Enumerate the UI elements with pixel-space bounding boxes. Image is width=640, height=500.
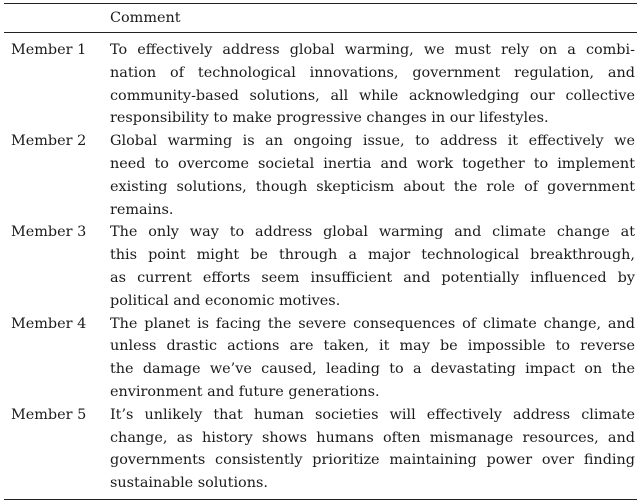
comment-line: It’s unlikely that human societies will effectively address climate xyxy=(110,406,635,423)
comment-line: the damage we’ve caused, leading to a devastating impact on the xyxy=(110,361,635,378)
comment-line: as current efforts seem insufficient and potentially influenced by xyxy=(110,269,635,286)
member-comment xyxy=(110,221,635,312)
comment-line: change, as history shows humans often mismanage resources, and xyxy=(110,429,635,446)
member-comment xyxy=(110,39,635,130)
table-row-member-1 xyxy=(4,39,637,130)
member-label: Member 2 xyxy=(11,133,87,150)
comment-line: governments consistently prioritize maintaining power over finding xyxy=(110,452,635,469)
member-comment xyxy=(110,404,635,495)
table-header-row xyxy=(4,4,637,32)
comment-line: this point might be through a major technological breakthrough, xyxy=(110,247,635,264)
comment-line: environment and future generations. xyxy=(110,383,380,400)
comment-line: need to overcome societal inertia and work together to implement xyxy=(110,155,635,172)
comment-line: responsibility to make progressive changes in our lifestyles. xyxy=(110,110,549,127)
table-body xyxy=(4,33,637,499)
comment-line: The planet is facing the severe consequences of climate change, and xyxy=(110,315,635,332)
member-label: Member 4 xyxy=(11,315,87,332)
member-label: Member 1 xyxy=(11,42,87,58)
comment-column-header: Comment xyxy=(110,10,181,26)
member-comment xyxy=(110,313,635,404)
comment-line: community-based solutions, all while acknowledging our collective xyxy=(110,87,635,104)
comment-line: remains. xyxy=(110,201,174,218)
comment-line: political and economic motives. xyxy=(110,292,341,309)
table-row-member-3 xyxy=(4,221,637,312)
table-row-member-4 xyxy=(4,313,637,404)
comment-line: existing solutions, though skepticism about the role of government xyxy=(110,178,635,195)
comment-line: sustainable solutions. xyxy=(110,475,268,492)
table-row-member-2 xyxy=(4,130,637,221)
member-label: Member 3 xyxy=(11,224,87,241)
comment-line: The only way to address global warming and climate change at xyxy=(110,224,635,241)
comment-line: unless drastic actions are taken, it may be impossible to reverse xyxy=(110,338,635,355)
comment-line: Global warming is an ongoing issue, to address it effectively we xyxy=(110,133,635,150)
table-row-member-5 xyxy=(4,404,637,495)
comment-line: To effectively address global warming, we must rely on a combi- xyxy=(110,42,635,58)
comments-table xyxy=(4,3,637,500)
comment-line: nation of technological innovations, government regulation, and xyxy=(110,64,635,81)
member-comment xyxy=(110,130,635,221)
member-label: Member 5 xyxy=(11,406,87,423)
